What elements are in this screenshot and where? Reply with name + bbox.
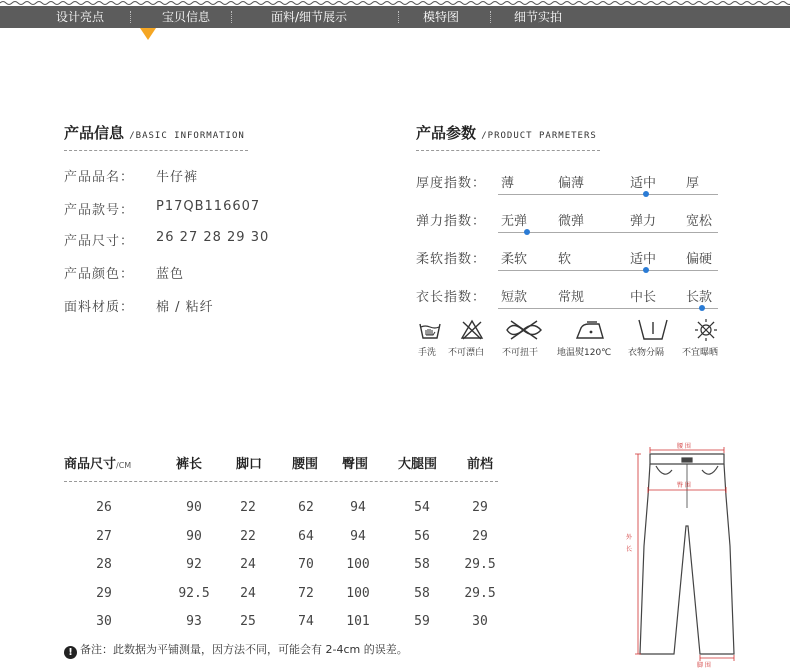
nav-bar — [0, 6, 790, 28]
size-table-divider — [64, 481, 498, 482]
care-label: 手洗 — [418, 348, 437, 358]
info-label: 产品品名： — [64, 170, 135, 185]
size-table-header — [64, 453, 131, 472]
size-table-cell: 54 — [414, 500, 430, 515]
care-label: 不宜曝晒 — [682, 348, 719, 358]
size-table-header: 脚口 — [236, 457, 263, 472]
care-label: 不可扭干 — [502, 348, 539, 358]
size-table-cell: 100 — [346, 585, 370, 601]
param-label: 弹力指数： — [416, 214, 487, 229]
param-track — [498, 270, 718, 271]
info-value: 蓝色 — [156, 267, 185, 282]
size-table-cell: 74 — [298, 614, 314, 629]
param-option: 无弹 — [501, 214, 528, 229]
no-bleach-icon — [460, 318, 484, 342]
size-table-cell: 29 — [472, 528, 488, 544]
care-label: 衣物分隔 — [628, 348, 665, 358]
tab-model-photos[interactable]: 模特图 — [423, 10, 460, 24]
param-indicator-dot — [524, 229, 530, 235]
size-table-cell: 24 — [240, 585, 256, 601]
active-tab-marker — [140, 28, 156, 40]
tab-fabric-details[interactable]: 面料/细节展示 — [271, 10, 348, 24]
wash-separately-icon — [636, 318, 670, 342]
no-sun-dry-icon — [694, 318, 718, 342]
param-option: 弹力 — [630, 214, 657, 229]
hem-label: 脚 围 — [697, 662, 711, 669]
outseam-label-1: 外 — [626, 534, 633, 541]
param-option: 常规 — [558, 290, 585, 305]
size-table-cell: 58 — [414, 585, 430, 601]
size-table-cell: 90 — [186, 500, 202, 515]
info-value: P17QB116607 — [156, 199, 261, 214]
param-option: 偏硬 — [686, 252, 713, 267]
tab-divider — [130, 11, 131, 23]
size-table-cell: 100 — [346, 557, 370, 572]
info-label: 产品款号： — [64, 203, 135, 218]
size-table-header: 臀围 — [342, 457, 369, 472]
tab-detail-photos[interactable]: 细节实拍 — [514, 10, 563, 24]
size-table-cell: 29 — [472, 500, 488, 515]
no-wring-icon — [503, 318, 545, 342]
size-table-cell: 94 — [350, 500, 366, 515]
product-params-title: 产品参数 — [416, 124, 477, 142]
info-label: 面料材质： — [64, 300, 135, 315]
size-table-cell: 26 — [96, 500, 112, 515]
tab-design-highlights[interactable]: 设计亮点 — [56, 10, 105, 24]
size-table-cell: 27 — [96, 528, 112, 544]
size-header-unit: /CM — [116, 461, 132, 470]
size-table-cell: 101 — [346, 614, 370, 629]
param-label: 柔软指数： — [416, 252, 487, 267]
param-option: 中长 — [630, 290, 657, 305]
size-table-cell: 92 — [186, 557, 202, 572]
size-table-header: 大腿围 — [398, 457, 438, 472]
param-indicator-dot — [643, 267, 649, 273]
product-info-divider — [64, 150, 248, 151]
size-table-cell: 30 — [96, 614, 112, 629]
tab-divider — [490, 11, 491, 23]
size-table-cell: 58 — [414, 557, 430, 572]
size-table-cell: 29 — [96, 585, 112, 601]
size-table-cell: 93 — [186, 614, 202, 629]
outseam-measure-icon — [635, 454, 641, 654]
param-option: 长款 — [686, 290, 713, 305]
param-track — [498, 194, 718, 195]
info-value: 26 27 28 29 30 — [156, 230, 270, 245]
param-track — [498, 308, 718, 309]
size-table-cell: 30 — [472, 614, 488, 629]
product-params-heading — [416, 122, 597, 143]
hip-label: 臀 围 — [677, 482, 691, 489]
param-option: 适中 — [630, 252, 657, 267]
info-label: 产品尺寸： — [64, 234, 135, 249]
size-table-header: 前档 — [467, 457, 494, 472]
tab-divider — [398, 11, 399, 23]
size-note — [64, 641, 408, 659]
param-indicator-dot — [699, 305, 705, 311]
info-label: 产品颜色： — [64, 267, 135, 282]
info-value: 牛仔裤 — [156, 170, 199, 185]
param-option: 厚 — [686, 176, 700, 191]
size-table-cell: 22 — [240, 500, 256, 515]
size-table-header: 裤长 — [176, 457, 203, 472]
size-table-cell: 92.5 — [178, 585, 210, 601]
size-table-header: 腰围 — [292, 457, 319, 472]
size-table-cell: 72 — [298, 585, 314, 601]
product-info-title: 产品信息 — [64, 124, 125, 142]
tab-product-info[interactable]: 宝贝信息 — [162, 10, 211, 24]
param-option: 薄 — [501, 176, 515, 191]
size-table-cell: 29.5 — [464, 557, 496, 572]
param-label: 厚度指数： — [416, 176, 487, 191]
exclamation-icon: ! — [64, 646, 77, 659]
care-label: 不可漂白 — [448, 348, 485, 358]
low-iron-icon — [573, 318, 607, 342]
size-table-cell: 25 — [240, 614, 256, 629]
size-header-label: 商品尺寸 — [64, 457, 117, 472]
info-value: 棉 / 粘纤 — [156, 300, 214, 315]
size-table-cell: 29.5 — [464, 585, 496, 601]
param-option: 软 — [558, 252, 572, 267]
hand-wash-icon — [418, 318, 442, 342]
size-table-cell: 28 — [96, 557, 112, 572]
product-info-heading — [64, 122, 245, 143]
param-option: 宽松 — [686, 214, 713, 229]
param-option: 偏薄 — [558, 176, 585, 191]
care-label: 地温熨120℃ — [557, 348, 612, 358]
size-table-cell: 24 — [240, 557, 256, 572]
param-option: 短款 — [501, 290, 528, 305]
product-params-subtitle: /PRODUCT PARMETERS — [481, 131, 597, 141]
tab-divider — [231, 11, 232, 23]
waist-label: 腰 围 — [677, 443, 691, 450]
size-table-cell: 64 — [298, 528, 314, 544]
size-table-cell: 94 — [350, 528, 366, 544]
param-label: 衣长指数： — [416, 290, 487, 305]
size-note-text: 备注：此数据为平铺测量，因方法不同，可能会有 2-4cm 的误差。 — [80, 643, 408, 656]
param-option: 适中 — [630, 176, 657, 191]
param-track — [498, 232, 718, 233]
size-table-cell: 62 — [298, 500, 314, 515]
size-table-cell: 90 — [186, 528, 202, 544]
param-option: 柔软 — [501, 252, 528, 267]
size-table-cell: 22 — [240, 528, 256, 544]
product-info-subtitle: /BASIC INFORMATION — [129, 131, 245, 141]
size-table-cell: 70 — [298, 557, 314, 572]
product-params-divider — [416, 150, 600, 151]
jeans-measurement-diagram — [612, 436, 762, 667]
param-option: 微弹 — [558, 214, 585, 229]
outseam-label-2: 长 — [626, 546, 633, 553]
param-indicator-dot — [643, 191, 649, 197]
size-table-cell: 59 — [414, 614, 430, 629]
size-table-cell: 56 — [414, 528, 430, 544]
